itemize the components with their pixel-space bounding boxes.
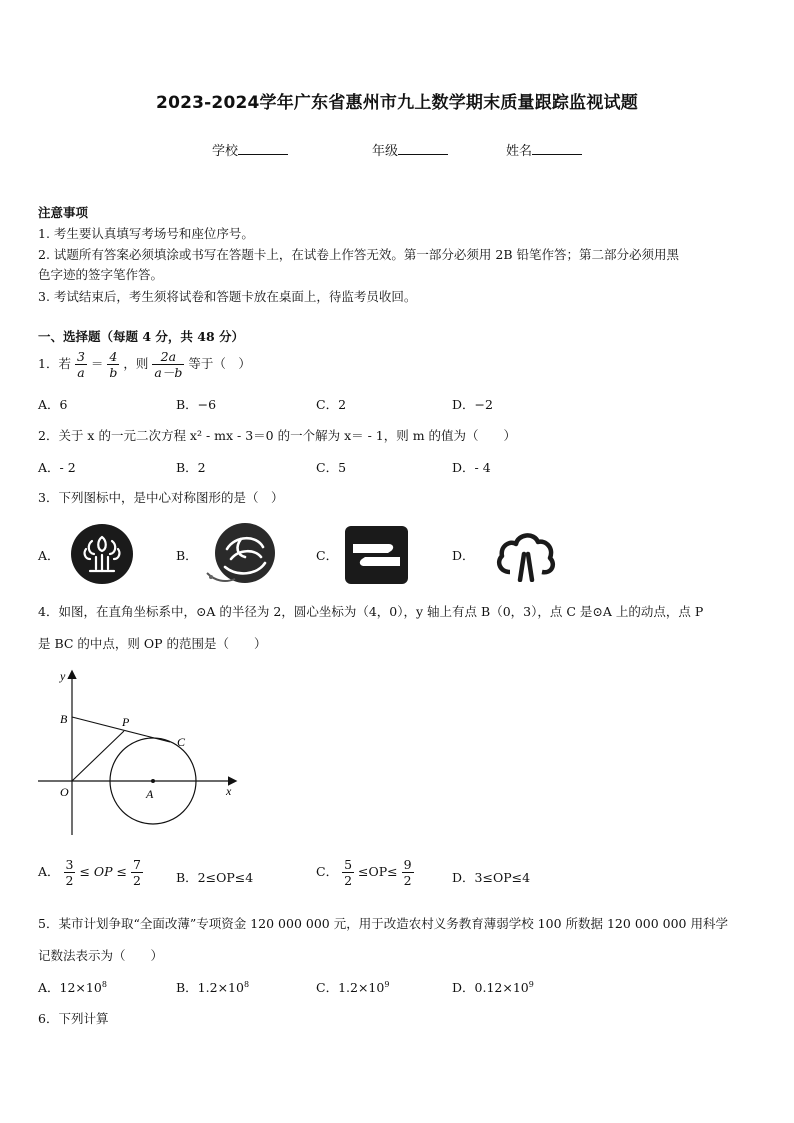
question-3: 3．下列图标中，是中心对称图形的是（ ） [38, 490, 284, 505]
page-title: 2023-2024学年广东省惠州市九上数学期末质量跟踪监视试题 [156, 93, 638, 113]
emblem-d-icon [494, 528, 558, 582]
q1-fraction-3: $\frac{2a}{a-b}$ [154, 349, 183, 380]
label-b: B [60, 712, 68, 726]
q1-option-c[interactable]: C．2 [316, 397, 347, 412]
grade-field [372, 140, 448, 159]
notes-heading: 注意事项 [38, 205, 89, 220]
emblem-a-icon [70, 523, 134, 585]
note-item-1: 1. 考生要认真填写考场号和座位序号。 [38, 226, 254, 241]
label-p: P [122, 715, 130, 729]
school-field [212, 140, 288, 159]
emblem-c-icon [345, 526, 408, 584]
q5-option-b[interactable]: B．$1.2\times 10^8$ [176, 979, 250, 995]
school-label: 学校 [212, 144, 239, 159]
q2-option-c[interactable]: C．5 [316, 460, 347, 475]
q4-option-b[interactable]: B．2≤OP≤4 [176, 870, 254, 885]
q4-option-d[interactable]: D．3≤OP≤4 [452, 870, 531, 885]
q1-then: ，则 [123, 356, 149, 371]
name-label: 姓名 [506, 144, 533, 159]
label-a: A [146, 787, 154, 801]
label-y: y [60, 669, 66, 683]
q3-option-c[interactable]: C． [316, 548, 339, 563]
q2-option-b[interactable]: B．2 [176, 460, 206, 475]
name-blank [532, 142, 582, 155]
q1-option-b[interactable]: B．−6 [176, 397, 217, 412]
q4-option-a[interactable] [38, 857, 143, 888]
q5-option-a[interactable]: A．$12\times 10^8$ [38, 979, 107, 995]
q4-option-c-right-fraction: $\frac{9}{2}$ [403, 857, 412, 888]
q1-suffix: 等于（ ） [188, 356, 251, 371]
q1-fraction-1: $\frac{3}{a}$ [76, 349, 85, 380]
q5-option-d[interactable]: D．$0.12\times 10^9$ [452, 979, 534, 995]
q4-option-c-label: C． [316, 864, 339, 879]
q4-option-a-right-fraction: $\frac{7}{2}$ [133, 857, 141, 888]
emblem-b-icon [205, 521, 280, 587]
q2-option-d[interactable]: D．- 4 [452, 460, 491, 475]
q2-option-a[interactable]: A．- 2 [38, 460, 76, 475]
q1-prefix: 1．若 [38, 356, 71, 371]
center-a-point [151, 779, 155, 783]
question-5-line-2: 记数法表示为（ ） [38, 948, 164, 963]
question-4-line-1: 4．如图，在直角坐标系中，⊙A 的半径为 2，圆心坐标为（4，0），y 轴上有点 B（0，3），点 C 是⊙A 上的动点，点 P [38, 604, 704, 619]
q3-option-b[interactable]: B． [176, 548, 198, 563]
q1-option-a[interactable]: A．6 [38, 397, 68, 412]
q1-equals: ＝ [90, 356, 104, 371]
grade-label: 年级 [372, 144, 399, 159]
segment-bc [72, 717, 170, 742]
coordinate-figure [30, 660, 245, 840]
q4-option-c-middle: ≤OP≤ [358, 864, 398, 879]
question-5-line-1: 5．某市计划争取“全面改薄”专项资金 120 000 000 元，用于改造农村义务教育薄弱学校 100 所数据 120 000 000 用科学 [38, 916, 728, 931]
q1-option-d[interactable]: D．−2 [452, 397, 493, 412]
name-field [506, 140, 582, 159]
q1-fraction-2: $\frac{4}{b}$ [109, 349, 118, 380]
question-6: 6．下列计算 [38, 1011, 109, 1026]
q4-option-c[interactable] [316, 857, 414, 888]
q4-option-c-left-fraction: $\frac{5}{2}$ [344, 857, 353, 888]
note-item-2b: 色字迹的签字笔作答。 [38, 267, 164, 282]
question-2: 2．关于 x 的一元二次方程 x² - mx - 3＝0 的一个解为 x＝ - 1，则 m 的值为（ ） [38, 428, 517, 443]
label-c: C [177, 735, 186, 749]
note-item-2a: 2. 试题所有答案必须填涂或书写在答题卡上，在试卷上作答无效。第一部分必须用 2B 铅笔作答；第二部分必须用黑 [38, 247, 679, 262]
grade-blank [398, 142, 448, 155]
q4-option-a-left-fraction: $\frac{3}{2}$ [65, 857, 74, 888]
q3-option-d[interactable]: D． [452, 548, 475, 563]
q3-option-a[interactable]: A． [38, 548, 60, 563]
label-o: O [60, 785, 69, 799]
section-1-heading: 一、选择题（每题 4 分，共 48 分） [38, 329, 245, 344]
q4-option-a-middle: ≤ OP ≤ [79, 864, 128, 879]
note-item-3: 3. 考试结束后，考生须将试卷和答题卡放在桌面上，待监考员收回。 [38, 289, 417, 304]
question-4-line-2: 是 BC 的中点，则 OP 的范围是（ ） [38, 636, 267, 651]
question-1 [38, 349, 251, 380]
q4-option-a-label: A． [38, 864, 60, 879]
label-x: x [226, 784, 232, 798]
q5-option-c[interactable]: C．$1.2\times 10^9$ [316, 979, 390, 995]
school-blank [238, 142, 288, 155]
segment-op [72, 731, 124, 781]
